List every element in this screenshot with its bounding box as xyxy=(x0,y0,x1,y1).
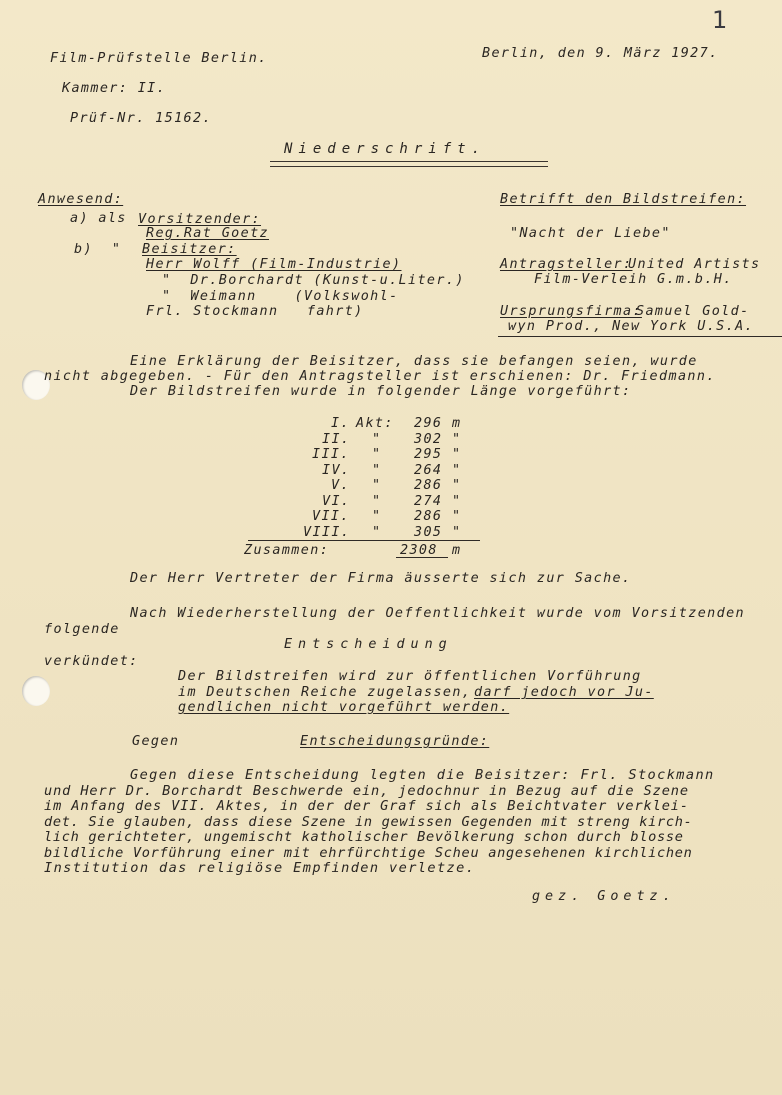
reasons-line: det. Sie glauben, dass diese Szene in gewissen Gegenden mit streng kirch- xyxy=(44,814,693,830)
paragraph-line: nicht abgegeben. - Für den Antragsteller ist erschienen: Dr. Friedmann. xyxy=(44,369,716,384)
act-unit: " xyxy=(452,524,462,540)
office-name: Film-Prüfstelle Berlin. xyxy=(50,51,268,66)
signature: gez. Goetz. xyxy=(532,889,676,904)
table-total-rule xyxy=(248,540,480,541)
assessors-prefix: b) " xyxy=(74,242,122,257)
act-length: 302 xyxy=(414,431,443,447)
chair-label: Vorsitzender: xyxy=(138,212,262,227)
act-number: IV. xyxy=(322,462,351,478)
act-length: 296 xyxy=(414,416,443,431)
reasons-line: bildliche Vorführung einer mit ehrfürchtige Scheu angesehenen kirchlichen xyxy=(44,845,693,861)
act-length: 274 xyxy=(414,493,443,509)
act-unit: " xyxy=(452,478,462,493)
act-label: " xyxy=(372,431,382,447)
paragraph-line: Der Bildstreifen wurde in folgender Länge vorgeführt: xyxy=(130,384,632,399)
origin-name-1: Samuel Gold- xyxy=(636,304,750,319)
chair-name: Reg.Rat Goetz xyxy=(146,226,270,241)
act-unit: " xyxy=(452,509,462,524)
page-number: 1 xyxy=(712,6,728,34)
act-label: " xyxy=(372,524,382,540)
decision-heading: Entscheidung xyxy=(284,637,453,652)
origin-underline xyxy=(498,336,782,337)
applicant-name-2: Film-Verleih G.m.b.H. xyxy=(534,272,733,287)
decision-line-1: Der Bildstreifen wird zur öffentlichen Vorführung xyxy=(178,669,642,684)
reasons-line: Gegen diese Entscheidung legten die Beisitzer: Frl. Stockmann xyxy=(130,767,715,783)
act-unit: m xyxy=(452,416,462,431)
act-length: 286 xyxy=(414,478,443,493)
total-label: Zusammen: xyxy=(244,543,330,558)
act-label: " xyxy=(372,462,382,478)
reasons-heading: Entscheidungsgründe: xyxy=(300,734,490,749)
film-title: "Nacht der Liebe" xyxy=(510,226,671,241)
act-number: VI. xyxy=(322,493,351,509)
reasons-line: und Herr Dr. Borchardt Beschwerde ein, jedochnur in Bezug auf die Szene xyxy=(44,783,689,799)
applicant-name-1: United Artists xyxy=(628,257,761,272)
chair-prefix: a) als xyxy=(70,211,127,226)
origin-label: Ursprungsfirma: xyxy=(500,304,642,319)
against-label: Gegen xyxy=(132,734,180,749)
act-label: " xyxy=(372,478,382,493)
reasons-line: Institution das religiöse Empfinden verletze. xyxy=(44,860,476,876)
decision-line-2a: im Deutschen Reiche zugelassen, xyxy=(178,685,472,700)
act-number: VII. xyxy=(312,509,350,524)
act-unit: " xyxy=(452,462,462,478)
act-length: 264 xyxy=(414,462,443,478)
applicant-label: Antragsteller: xyxy=(500,257,633,272)
paragraph-representative: Der Herr Vertreter der Firma äusserte sich zur Sache. xyxy=(130,571,632,586)
act-length: 286 xyxy=(414,509,443,524)
assessors-label: Beisitzer: xyxy=(142,242,237,257)
act-length: 295 xyxy=(414,447,443,462)
assessor-line: Frl. Stockmann fahrt) xyxy=(146,304,364,319)
announced-label: verkündet: xyxy=(44,654,139,669)
paragraph-restoration: Nach Wiederherstellung der Oeffentlichkeit wurde vom Vorsitzenden xyxy=(130,606,746,621)
act-label: " xyxy=(372,447,382,462)
reasons-line: lich gerichteter, ungemischt katholischer Bevölkerung schon durch blosse xyxy=(44,829,684,845)
attendees-label: Anwesend: xyxy=(38,192,124,207)
act-unit: " xyxy=(452,493,462,509)
act-number: III. xyxy=(312,447,350,462)
act-unit: " xyxy=(452,431,462,447)
assessor-line: " Dr.Borchardt (Kunst-u.Liter.) xyxy=(162,273,465,288)
assessor-line: Herr Wolff (Film-Industrie) xyxy=(146,257,402,272)
title-double-underline xyxy=(270,161,548,167)
act-unit: " xyxy=(452,447,462,462)
decision-line-3: gendlichen nicht vorgeführt werden. xyxy=(178,700,510,715)
total-length: 2308 xyxy=(400,543,438,558)
act-label: Akt: xyxy=(356,416,394,431)
paragraph-following: folgende xyxy=(44,622,120,637)
act-label: " xyxy=(372,509,382,524)
assessor-line: " Weimann (Volkswohl- xyxy=(162,289,399,304)
punch-hole-bottom xyxy=(22,676,50,706)
act-number: V. xyxy=(331,478,350,493)
document-title: Niederschrift. xyxy=(284,141,487,157)
test-number: Prüf-Nr. 15162. xyxy=(70,111,212,126)
act-label: " xyxy=(372,493,382,509)
reasons-line: im Anfang des VII. Aktes, in der der Graf sich als Beichtvater verklei- xyxy=(44,798,689,814)
document-date: Berlin, den 9. März 1927. xyxy=(482,46,719,61)
decision-line-2b: darf jedoch vor Ju- xyxy=(474,685,654,700)
origin-name-2: wyn Prod., New York U.S.A. xyxy=(508,319,755,334)
total-underline xyxy=(396,557,448,558)
act-number: I. xyxy=(331,416,350,431)
chamber: Kammer: II. xyxy=(62,81,167,96)
total-unit: m xyxy=(452,543,461,558)
subject-label: Betrifft den Bildstreifen: xyxy=(500,192,747,207)
act-length: 305 xyxy=(414,524,443,540)
act-number: II. xyxy=(322,431,351,447)
paragraph-line: Eine Erklärung der Beisitzer, dass sie befangen seien, wurde xyxy=(130,354,698,369)
act-number: VIII. xyxy=(303,524,351,540)
